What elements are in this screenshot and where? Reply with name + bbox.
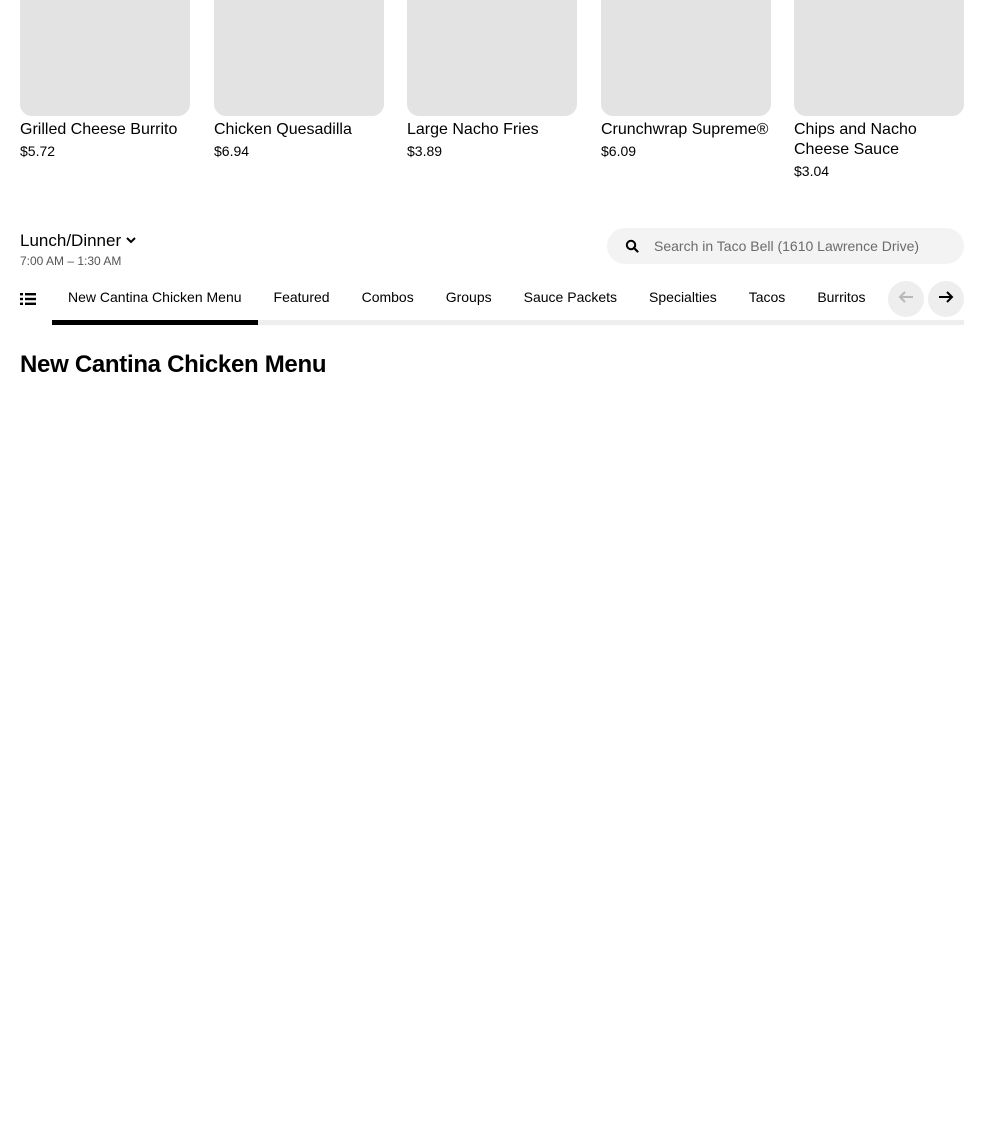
item-price: $5.72 [20,143,56,159]
tab-groups[interactable]: Groups [445,289,492,305]
item-image[interactable] [601,0,771,116]
item-price: $3.04 [794,163,830,179]
tab-tacos[interactable]: Tacos [748,289,786,305]
item-name: Chips and Nacho Cheese Sauce [794,121,917,158]
search-box[interactable] [607,228,964,264]
item-image[interactable] [407,0,577,116]
menu-selector[interactable] [20,229,137,253]
featured-items-row [20,0,964,190]
tab-combos[interactable]: Combos [361,289,414,305]
item-image[interactable] [20,0,190,116]
tabs-scroller[interactable] [52,278,888,325]
item-card[interactable] [601,0,771,161]
tabs-next-button[interactable] [928,281,964,317]
arrow-left-icon [898,290,914,309]
item-card[interactable] [794,0,964,181]
menu-hours: 7:00 AM – 1:30 AM [20,254,122,268]
category-tabs-bar [20,278,964,326]
tab-featured[interactable]: Featured [273,289,330,305]
item-price: $6.09 [601,143,637,159]
section-title: New Cantina Chicken Menu [20,351,327,378]
tab-sauce-packets[interactable]: Sauce Packets [523,289,618,305]
item-price: $6.94 [214,143,250,159]
item-name: Grilled Cheese Burrito [20,121,178,138]
item-name: Crunchwrap Supreme® [601,121,769,138]
item-name: Chicken Quesadilla [214,121,352,138]
item-image[interactable] [794,0,964,116]
tabs-prev-button[interactable] [888,281,924,317]
item-image[interactable] [214,0,384,116]
tab-burritos[interactable]: Burritos [817,289,866,305]
search-icon [625,239,639,253]
chevron-down-icon [125,229,137,253]
item-card[interactable] [407,0,577,161]
tab-specialties[interactable]: Specialties [649,289,717,305]
search-input[interactable] [654,228,954,264]
list-icon[interactable] [20,292,36,306]
tab-new-cantina-chicken-menu[interactable]: New Cantina Chicken Menu [52,278,258,325]
item-card[interactable] [214,0,384,161]
item-card[interactable] [20,0,190,161]
menu-selector-label: Lunch/Dinner [20,231,122,250]
menu-header [20,229,137,269]
item-price: $3.89 [407,143,443,159]
item-name: Large Nacho Fries [407,121,539,138]
arrow-right-icon [938,290,954,309]
